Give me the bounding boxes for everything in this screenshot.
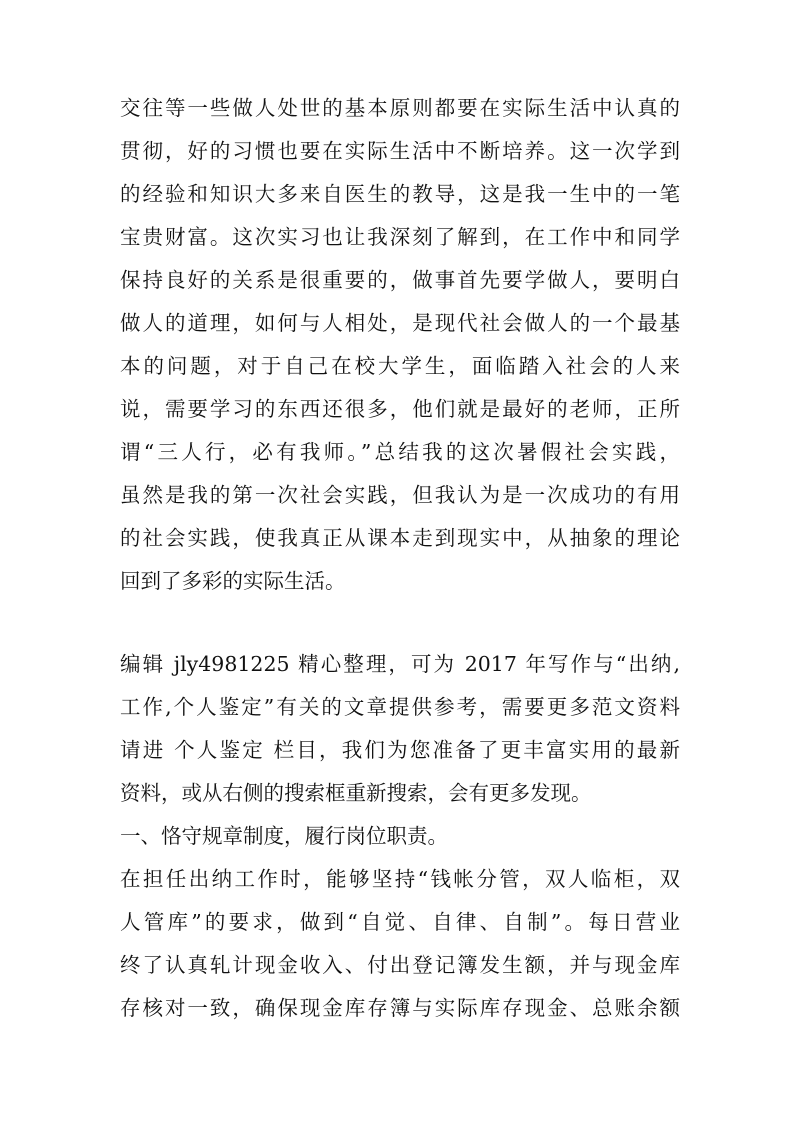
- body-text-line: 本的问题，对于自己在校大学生，面临踏入社会的人来: [120, 354, 680, 378]
- body-text-line: 存核对一致，确保现金库存簿与实际库存现金、总账余额: [120, 996, 680, 1020]
- editor-note-line: 请进 个人鉴定 栏目，我们为您准备了更丰富实用的最新: [120, 738, 680, 762]
- editor-note-line: 资料，或从右侧的搜索框重新搜索，会有更多发现。: [120, 781, 592, 805]
- body-text-line: 在担任出纳工作时，能够坚持“钱帐分管，双人临柜，双: [120, 867, 680, 891]
- body-text-line: 谓“三人行，必有我师。”总结我的这次暑假社会实践，: [120, 440, 680, 464]
- body-text-line: 说，需要学习的东西还很多，他们就是最好的老师，正所: [120, 397, 680, 421]
- body-text-line: 保持良好的关系是很重要的，做事首先要学做人，要明白: [120, 268, 680, 292]
- editor-note-line: 工作,个人鉴定”有关的文章提供参考，需要更多范文资料: [120, 695, 680, 719]
- editor-note-line: 编辑 jly4981225 精心整理，可为 2017 年写作与“出纳,: [120, 652, 680, 676]
- body-text-line: 人管库”的要求，做到“自觉、自律、自制”。每日营业: [120, 910, 680, 934]
- body-text-line: 虽然是我的第一次社会实践，但我认为是一次成功的有用: [120, 483, 680, 507]
- section-heading: 一、恪守规章制度，履行岗位职责。: [120, 824, 448, 848]
- body-text-line: 回到了多彩的实际生活。: [120, 569, 346, 593]
- body-text-line: 交往等一些做人处世的基本原则都要在实际生活中认真的: [120, 96, 680, 120]
- body-text-line: 的社会实践，使我真正从课本走到现实中，从抽象的理论: [120, 526, 680, 550]
- body-text-line: 宝贵财富。这次实习也让我深刻了解到，在工作中和同学: [120, 225, 680, 249]
- body-text-line: 的经验和知识大多来自医生的教导，这是我一生中的一笔: [120, 182, 680, 206]
- body-text-line: 做人的道理，如何与人相处，是现代社会做人的一个最基: [120, 311, 680, 335]
- body-text-line: 贯彻，好的习惯也要在实际生活中不断培养。这一次学到: [120, 139, 680, 163]
- body-text-line: 终了认真轧计现金收入、付出登记簿发生额，并与现金库: [120, 953, 680, 977]
